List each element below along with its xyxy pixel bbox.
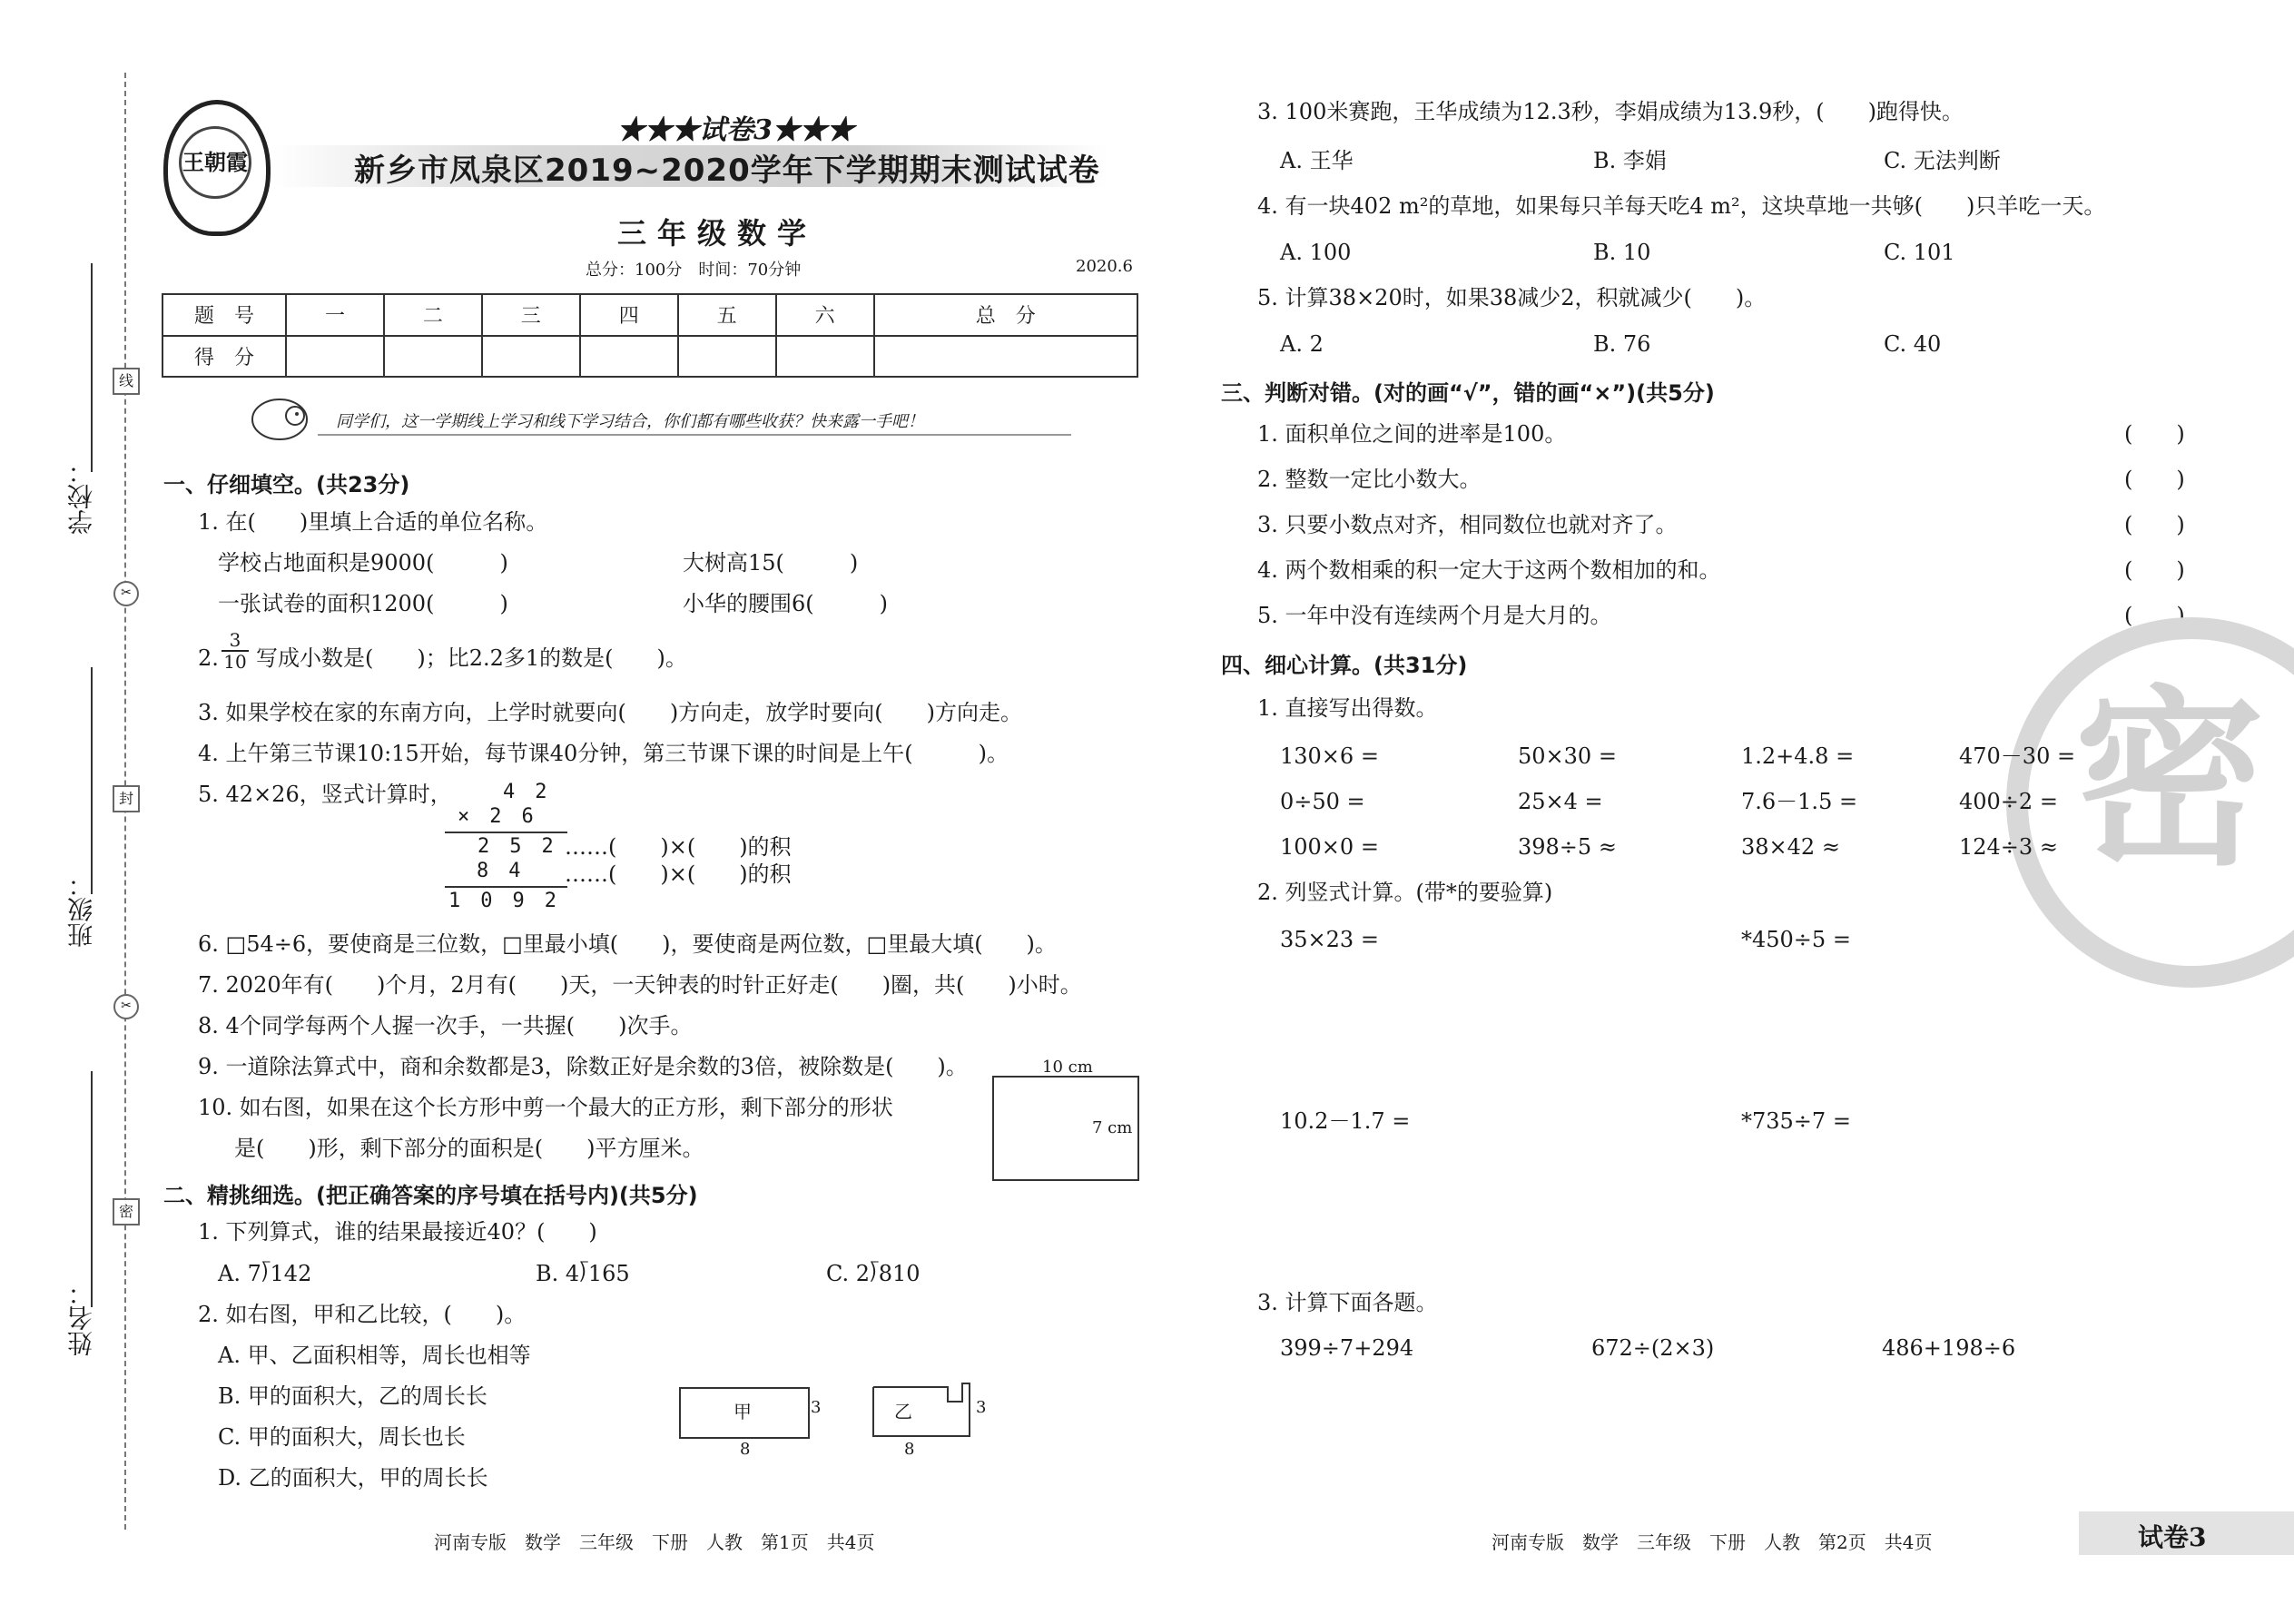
s2-q2-option-c: C. 甲的面积大，周长也长 <box>218 1424 466 1450</box>
subject-title: 三年级数学 <box>617 216 818 251</box>
school-label: 学校： <box>66 458 96 535</box>
s1-q9: 9. 一道除法算式中，商和余数都是3，除数正好是余数的3倍，被除数是( )。 <box>198 1054 968 1079</box>
calc-item: 470－30 = <box>1959 743 2076 769</box>
score-input-cell[interactable] <box>776 336 874 378</box>
figure-jia-label: 甲 <box>733 1401 752 1422</box>
s2-q2: 2. 如右图，甲和乙比较，( )。 <box>198 1302 527 1327</box>
s2-q1-option-a: A. 7⟌142 <box>218 1261 312 1286</box>
score-cell: 总 分 <box>874 294 1137 336</box>
s1-q4: 4. 上午第三节课10:15开始，每节课40分钟，第三节课下课的时间是上午( )。 <box>198 741 1009 766</box>
class-blank <box>91 667 93 894</box>
s3-item: 5. 一年中没有连续两个月是大月的。 <box>1257 603 1612 628</box>
s2-q3-option-c: C. 无法判断 <box>1884 148 2001 173</box>
s2-q1-option-c: C. 2⟌810 <box>826 1261 921 1286</box>
s1-q1d: 小华的腰围6( ) <box>683 591 888 616</box>
fraction <box>222 630 249 672</box>
calc-item: 486+198÷6 <box>1882 1335 2016 1361</box>
score-table-score-row <box>162 336 1137 378</box>
s3-answer-bracket[interactable]: ( ) <box>2124 421 2185 447</box>
score-input-cell[interactable] <box>874 336 1137 378</box>
score-table-header-row <box>162 294 1137 336</box>
s1-q5: 5. 42×26，竖式计算时， <box>198 782 452 807</box>
score-cell: 五 <box>678 294 776 336</box>
calc-item: 10.2－1.7 = <box>1280 1108 1411 1134</box>
s1-q1b: 大树高15( ) <box>683 550 859 576</box>
calc-item: 50×30 = <box>1518 743 1617 769</box>
score-cell: 三 <box>482 294 580 336</box>
s1-q10a: 10. 如右图，如果在这个长方形中剪一个最大的正方形，剩下部分的形状 <box>198 1095 893 1120</box>
calc-item: 7.6－1.5 = <box>1741 789 1858 814</box>
calc-item: 399÷7+294 <box>1280 1335 1414 1361</box>
fraction-denominator: 10 <box>222 650 249 672</box>
s2-q2-option-a: A. 甲、乙面积相等，周长也相等 <box>218 1343 531 1368</box>
s2-q4-option-c: C. 101 <box>1884 240 1955 265</box>
vertical-calc-line: × 2 6 <box>458 805 534 828</box>
figure-yi-label: 乙 <box>894 1401 912 1422</box>
score-cell: 得 分 <box>162 336 286 378</box>
s2-q5-option-b: B. 76 <box>1593 331 1651 357</box>
score-cell: 一 <box>286 294 384 336</box>
watermark-text: 密 <box>2073 669 2265 891</box>
calc-item: 1.2+4.8 = <box>1741 743 1855 769</box>
score-cell: 二 <box>384 294 482 336</box>
s1-q2-num: 2. <box>198 645 219 671</box>
calc-item: *450÷5 = <box>1741 927 1851 952</box>
rect-height-label: 7 cm <box>1092 1118 1133 1137</box>
vertical-calc-line: 2 5 2 <box>458 835 554 858</box>
s1-q5-r2: ……( )×( )的积 <box>565 861 792 887</box>
fraction-numerator: 3 <box>229 629 241 651</box>
calc-item: 400÷2 = <box>1959 789 2058 814</box>
section-2-title: 二、精挑细选。(把正确答案的序号填在括号内)(共5分) <box>163 1183 698 1208</box>
footer-right: 河南专版 数学 三年级 下册 人教 第2页 共4页 <box>1492 1531 1933 1553</box>
score-cell: 六 <box>776 294 874 336</box>
s1-q3: 3. 如果学校在家的东南方向，上学时就要向( )方向走，放学时要向( )方向走。 <box>198 700 1022 725</box>
school-blank <box>91 263 93 472</box>
intro-underline <box>318 434 1071 436</box>
s1-q7: 7. 2020年有( )个月，2月有( )天，一天钟表的时针正好走( )圈，共( )小时。 <box>198 972 1082 998</box>
figure-jia-width: 8 <box>740 1440 751 1459</box>
class-label: 班级： <box>66 871 96 948</box>
binding-mark-line: 线 <box>113 368 140 395</box>
s2-q1-option-b: B. 4⟌165 <box>536 1261 630 1286</box>
scissor-icon: ✂ <box>113 581 139 606</box>
s2-q5-option-a: A. 2 <box>1280 331 1324 357</box>
s1-q10b: 是( )形，剩下部分的面积是( )平方厘米。 <box>234 1136 704 1161</box>
vertical-calc-line: 1 0 9 2 <box>448 890 556 912</box>
s2-q2-option-b: B. 甲的面积大，乙的周长长 <box>218 1383 487 1409</box>
s3-item: 2. 整数一定比小数大。 <box>1257 467 1482 492</box>
s1-q2: 写成小数是( )；比2.2多1的数是( )。 <box>256 645 687 671</box>
s2-q4-option-b: B. 10 <box>1593 240 1651 265</box>
score-input-cell[interactable] <box>286 336 384 378</box>
score-input-cell[interactable] <box>384 336 482 378</box>
vertical-calc-line: 4 2 <box>463 781 547 803</box>
s2-q5-option-c: C. 40 <box>1884 331 1942 357</box>
s1-q5-r1: ……( )×( )的积 <box>565 834 792 860</box>
s3-item: 3. 只要小数点对齐，相同数位也就对齐了。 <box>1257 512 1678 537</box>
publisher-logo <box>163 100 271 236</box>
rect-width-label: 10 cm <box>1042 1058 1093 1077</box>
s2-q4-option-a: A. 100 <box>1280 240 1352 265</box>
s2-q5: 5. 计算38×20时，如果38减少2，积就减少( )。 <box>1257 285 1767 310</box>
scissor-icon: ✂ <box>113 994 139 1019</box>
s2-q4: 4. 有一块402 m²的草地，如果每只羊每天吃4 m²，这块草地一共够( )只羊吃一天。 <box>1257 193 2106 219</box>
section-3-title: 三、判断对错。(对的画“√”，错的画“×”)(共5分) <box>1221 380 1715 406</box>
figure-yi-width: 8 <box>904 1440 915 1459</box>
section-1-title: 一、仔细填空。(共23分) <box>163 472 410 497</box>
calc-item: 25×4 = <box>1518 789 1603 814</box>
footer-left: 河南专版 数学 三年级 下册 人教 第1页 共4页 <box>434 1531 875 1553</box>
s3-answer-bracket[interactable]: ( ) <box>2124 557 2185 583</box>
s2-q2-option-d: D. 乙的面积大，甲的周长长 <box>218 1465 488 1491</box>
s4-q1: 1. 直接写出得数。 <box>1257 695 1438 721</box>
s2-q1: 1. 下列算式，谁的结果最接近40？( ) <box>198 1219 597 1245</box>
figure-yi <box>871 1382 971 1438</box>
s1-q1c: 一张试卷的面积1200( ) <box>218 591 508 616</box>
s3-item: 4. 两个数相乘的积一定大于这两个数相加的和。 <box>1257 557 1721 583</box>
s1-q8: 8. 4个同学每两个人握一次手，一共握( )次手。 <box>198 1013 693 1038</box>
calc-item: 124÷3 ≈ <box>1959 834 2058 860</box>
vertical-calc-line: 8 4 <box>477 860 521 882</box>
figure-jia-height: 3 <box>811 1398 822 1417</box>
s2-q3: 3. 100米赛跑，王华成绩为12.3秒，李娟成绩为13.9秒，( )跑得快。 <box>1257 99 1964 124</box>
s3-answer-bracket[interactable]: ( ) <box>2124 467 2185 492</box>
section-4-title: 四、细心计算。(共31分) <box>1221 653 1468 678</box>
s1-q1a: 学校占地面积是9000( ) <box>218 550 508 576</box>
name-label: 姓名： <box>66 1280 96 1356</box>
exam-title: 新乡市凤泉区2019~2020学年下学期期末测试试卷 <box>354 153 1100 189</box>
paper-tag: ★★★试卷3★★★ <box>617 114 854 146</box>
sheep-icon <box>245 390 318 445</box>
exam-date: 2020.6 <box>1076 257 1133 276</box>
logo-text: 王朝霞 <box>179 126 251 199</box>
s3-answer-bracket[interactable]: ( ) <box>2124 603 2185 628</box>
s3-item: 1. 面积单位之间的进率是100。 <box>1257 421 1567 447</box>
score-input-cell[interactable] <box>580 336 678 378</box>
calc-item: 100×0 = <box>1280 834 1379 860</box>
score-input-cell[interactable] <box>678 336 776 378</box>
score-cell: 题 号 <box>162 294 286 336</box>
intro-text: 同学们，这一学期线上学习和线下学习结合，你们都有哪些收获？快来露一手吧！ <box>336 412 924 431</box>
calc-item: *735÷7 = <box>1741 1108 1851 1134</box>
calc-item: 35×23 = <box>1280 927 1379 952</box>
calc-item: 130×6 = <box>1280 743 1379 769</box>
s1-q1: 1. 在( )里填上合适的单位名称。 <box>198 509 548 535</box>
exam-info: 总分：100分 时间：70分钟 <box>586 261 802 280</box>
calc-item: 0÷50 = <box>1280 789 1365 814</box>
binding-mark-secret: 密 <box>113 1198 140 1225</box>
s1-q6: 6. □54÷6，要使商是三位数，□里最小填( )，要使商是两位数，□里最大填( )。 <box>198 931 1057 957</box>
score-input-cell[interactable] <box>482 336 580 378</box>
name-blank <box>91 1071 93 1307</box>
calc-item: 672÷(2×3) <box>1591 1335 1715 1361</box>
s4-q2: 2. 列竖式计算。(带*的要验算) <box>1257 880 1553 905</box>
score-table <box>162 293 1138 378</box>
paper-tab-label: 试卷3 <box>2138 1522 2207 1552</box>
calc-item: 398÷5 ≈ <box>1518 834 1617 860</box>
binding-mark-seal: 封 <box>113 785 140 812</box>
s2-q3-option-b: B. 李娟 <box>1593 148 1667 173</box>
s2-q3-option-a: A. 王华 <box>1280 148 1354 173</box>
calc-item: 38×42 ≈ <box>1741 834 1840 860</box>
s4-q3: 3. 计算下面各题。 <box>1257 1290 1438 1315</box>
figure-yi-height: 3 <box>976 1398 987 1417</box>
score-cell: 四 <box>580 294 678 336</box>
s3-answer-bracket[interactable]: ( ) <box>2124 512 2185 537</box>
